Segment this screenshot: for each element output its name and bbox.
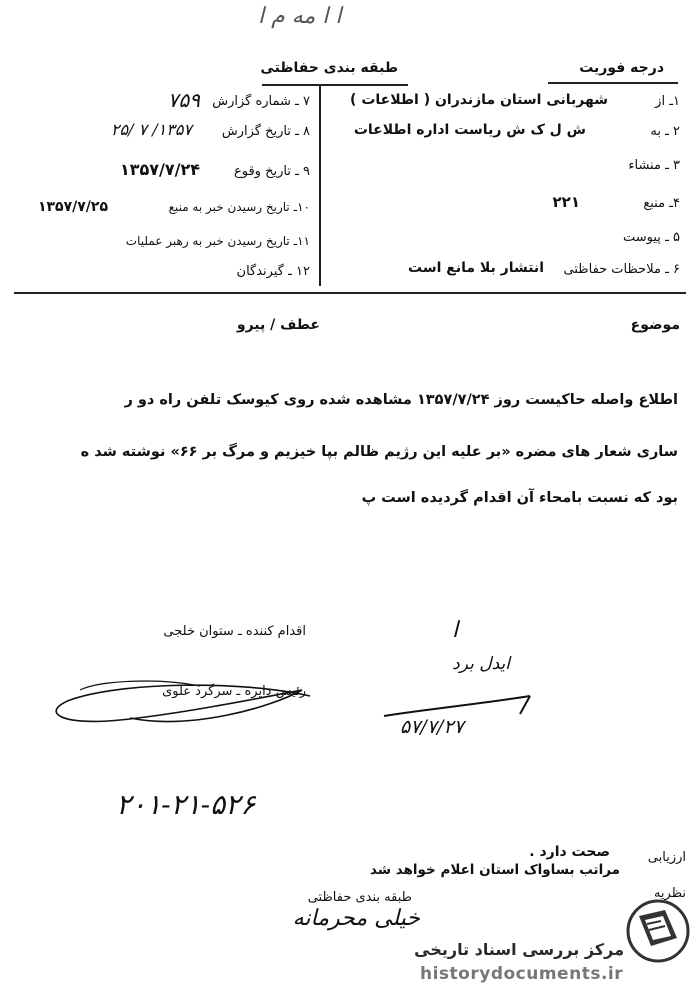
evaluation-value: صحت دارد . (529, 844, 610, 860)
watermark-logo-icon (625, 898, 691, 964)
field-report-date-label: ۸ ـ تاریخ گزارش (221, 124, 310, 139)
field-leader-date-label: ۱۱ـ تاریخ رسیدن خبر به رهبر عملیات (125, 234, 310, 248)
field-recipients-label: ۱۲ ـ گیرندگان (236, 264, 310, 279)
subject-label: موضوع (630, 317, 680, 333)
field-report-number-label: ۷ ـ شماره گزارش (212, 94, 310, 109)
column-divider (319, 86, 321, 286)
field-origin-label: ۳ ـ منشاء (628, 158, 680, 173)
handwritten-date: ۵۷/۷/۲۷ (400, 716, 464, 738)
classification-title: طبقه بندی حفاظتی (260, 60, 398, 76)
evaluation-label: ارزیابی (647, 850, 686, 865)
field-source-value: ۲۲۱ (552, 193, 580, 211)
field-event-date-value: ۱۳۵۷/۷/۲۴ (119, 160, 200, 179)
field-attachment-label: ۵ ـ پیوست (623, 230, 680, 245)
chief-signature (40, 660, 320, 740)
top-scribble: ا ا مه م ا (258, 4, 342, 29)
field-source-label: ۴ـ منبع (643, 196, 680, 211)
field-source-date-value: ۱۳۵۷/۷/۲۵ (37, 199, 108, 215)
field-from-label: ۱ـ از (655, 94, 680, 109)
field-from-value: شهربانی استان مازندران ( اطلاعات ) (350, 92, 608, 108)
field-report-number-value: ۷۵۹ (167, 88, 200, 112)
handwritten-mark: ا (452, 618, 459, 643)
urgency-underline (548, 82, 678, 84)
reference-label: عطف / پیرو (236, 317, 320, 333)
field-event-date-label: ۹ ـ تاریخ وقوع (233, 164, 310, 179)
field-to-label: ۲ ـ به (650, 124, 680, 139)
watermark-site: historydocuments.ir (420, 964, 624, 984)
field-to-value: ش ل ک ش ریاست اداره اطلاعات (353, 122, 586, 138)
opinion-label: نظریه (653, 886, 686, 901)
watermark-org-name: مرکز بررسی اسناد تاریخی (414, 940, 624, 959)
field-security-label: ۶ ـ ملاحظات حفاظتی (563, 262, 680, 277)
field-source-date-label: ۱۰ـ تاریخ رسیدن خبر به منبع (168, 200, 310, 214)
body-line-3: بود که نسبت بامحاء آن اقدام گردیده است پ (361, 490, 678, 506)
footer-handwritten-classification: خیلی محرمانه (292, 906, 420, 931)
field-security-value: انتشار بلا مانع است (408, 260, 544, 276)
handwritten-note: ایدل برد (452, 654, 510, 674)
field-report-date-value: ۱۳۵۷/ ۷ /۲۵ (110, 120, 192, 139)
opinion-value: مراتب بساواک استان اعلام خواهد شد (369, 862, 620, 878)
action-by: اقدام کننده ـ ستوان خلجی (163, 624, 306, 639)
body-line-1: اطلاع واصله حاکیست روز ۱۳۵۷/۷/۲۴ مشاهده شده روی کیوسک تلفن راه دو ر (124, 392, 678, 408)
header-underline (262, 84, 408, 86)
chief-signature-line: رئیس دایره ـ سرگرد علوی (162, 684, 306, 699)
header-rule (14, 292, 686, 294)
urgency-label: درجه فوریت (579, 60, 664, 76)
handwritten-file-number: ۲۰۱-۲۱-۵۲۶ (116, 788, 256, 821)
body-line-2: ساری شعار های مضره «بر علیه این رژیم ظالم بپا خیزیم و مرگ بر ۶۶» نوشته شد ه (80, 444, 678, 460)
footer-classification: طبقه بندی حفاظتی (307, 890, 412, 905)
